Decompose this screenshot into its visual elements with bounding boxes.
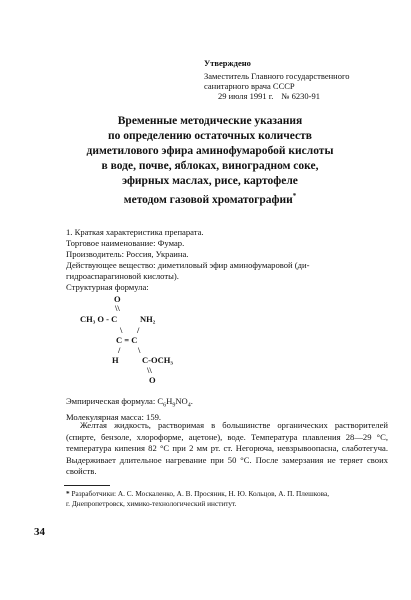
formula-cc: C = C: [116, 335, 138, 345]
title-line-last: [40, 189, 380, 208]
document-title: [40, 114, 380, 208]
title-line: по определению остаточных количеств: [108, 130, 312, 142]
approval-block: [204, 58, 404, 101]
formula-o-top: O: [114, 294, 121, 304]
formula-nh2: NH₂: [140, 314, 156, 324]
formula-ch3o: CH₃ O - C: [80, 314, 118, 324]
formula-double-bond-bottom: \\: [147, 365, 152, 375]
approval-date: 29 июля 1991 г.: [218, 91, 274, 101]
formula-h: H: [112, 355, 119, 365]
molar-mass: Молекулярная масса: 159.: [66, 411, 162, 422]
approval-line-1: Заместитель Главного государственного: [204, 71, 350, 81]
empirical-sub-h: 9: [172, 402, 176, 409]
section-characteristics: [66, 227, 388, 293]
footnote: [66, 489, 390, 509]
active-substance-2: гидроаспарагиновой кислоты).: [66, 271, 179, 281]
empirical-no: NO: [175, 396, 188, 406]
footnote-divider: [64, 485, 110, 486]
properties: [66, 396, 388, 423]
structure-label: Структурная формула:: [66, 282, 149, 292]
formula-bond-1: \: [120, 325, 123, 335]
structural-formula: [66, 288, 206, 388]
formula-bond-4: \: [138, 345, 141, 355]
title-line: в воде, почве, яблоках, виноградном соке,: [101, 160, 319, 172]
empirical-sub-c: 6: [163, 402, 167, 409]
footnote-developers: Разработчики: А. С. Москаленко, А. В. Просяник, Н. Ю. Кольцов, А. П. Плешкова,: [71, 489, 330, 498]
page-number: 34: [34, 526, 45, 538]
title-line: методом газовой хроматографии: [123, 193, 293, 206]
empirical-formula: [66, 396, 388, 412]
footnote-line-1: [66, 489, 390, 499]
approval-date-row: [218, 91, 404, 101]
formula-bond-2: /: [137, 325, 140, 335]
formula-double-bond-top: \\: [115, 303, 120, 313]
title-line: эфирных маслах, рисе, картофеле: [122, 175, 298, 187]
footnote-line-2: г. Днепропетровск, химико-технологический институт.: [66, 499, 237, 508]
footnote-star: *: [66, 489, 70, 498]
manufacturer: Производитель: Россия, Украина.: [66, 249, 189, 259]
approval-line-2: санитарного врача СССР: [204, 81, 295, 91]
title-line: Временные методические указания: [117, 115, 303, 127]
title-line: диметилового эфира аминофумаробой кислоты: [86, 145, 334, 157]
trade-name: Торговое наименование: Фумар.: [66, 238, 185, 248]
empirical-prefix: Эмпирическая формула: C: [66, 396, 164, 406]
formula-o-bottom: O: [149, 375, 156, 385]
description-paragraph: Желтая жидкость, растворимая в большинстве органических растворителей (спирте, бензоле, хлороформе, ацетоне), воде. Температура плавления 28—29 °C, температура кипения 82 °C при 2 мм рт. ст. Негорючa, невзрывоопасна, слаботегуча. Выдерживает длительное нагревание при 50 °C. После замерзания не теряет своих свойств.: [66, 420, 388, 477]
formula-bond-3: /: [118, 345, 121, 355]
empirical-sub-o: 4: [187, 402, 191, 409]
formula-cooch3: C-OCH₃: [142, 355, 173, 365]
approval-number: № 6230-91: [281, 91, 320, 101]
empirical-end: .: [190, 396, 193, 406]
active-substance-1: Действующее вещество: диметиловый эфир аминофумаровой (ди-: [66, 260, 310, 270]
approval-heading: Утверждено: [204, 58, 251, 68]
title-footnote-mark: *: [292, 192, 297, 200]
section-heading: 1. Краткая характеристика препарата.: [66, 227, 204, 237]
empirical-h: H: [166, 396, 173, 406]
